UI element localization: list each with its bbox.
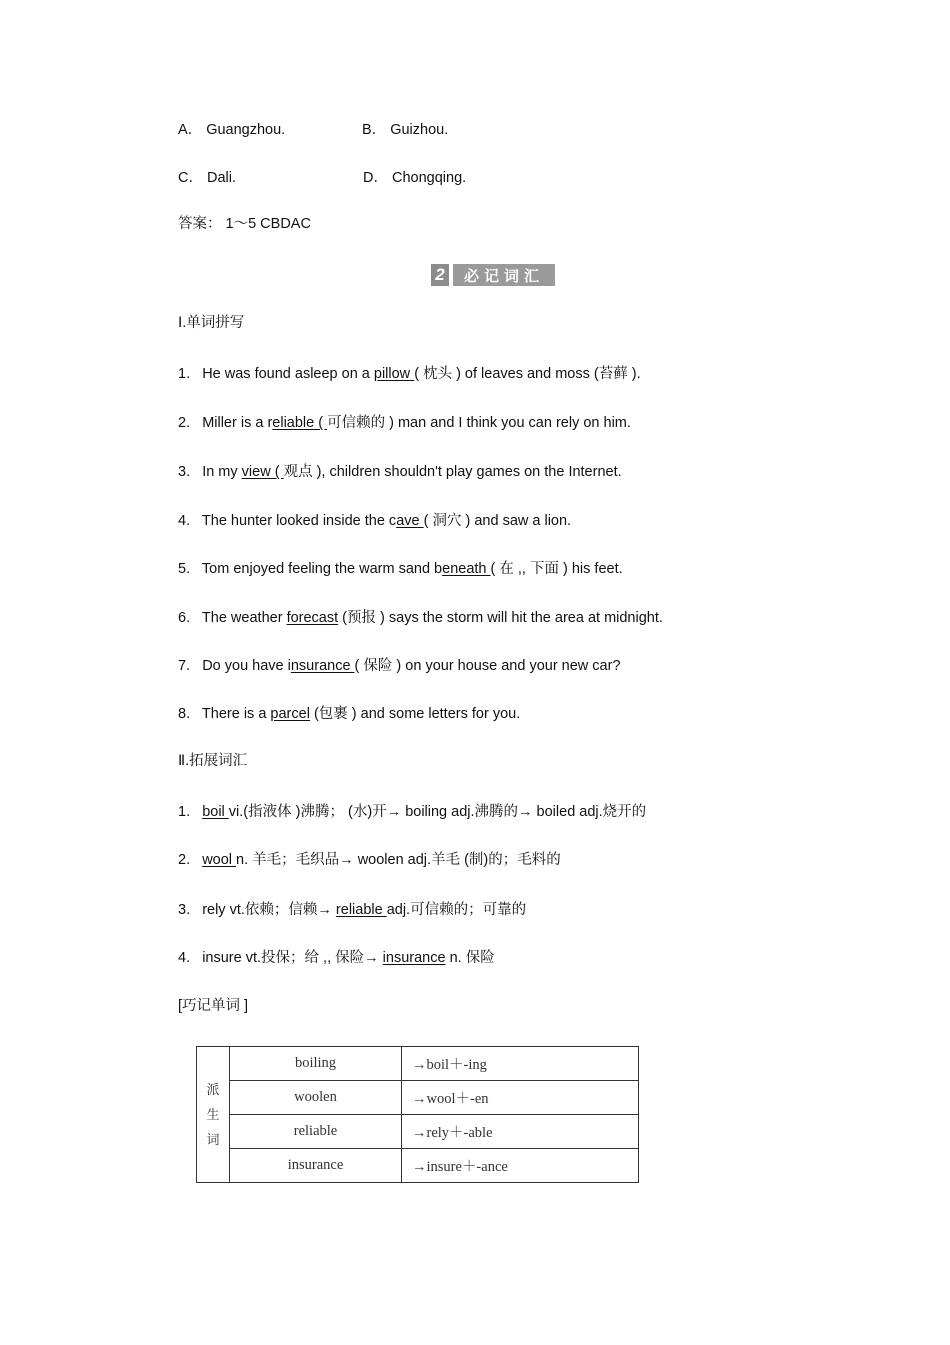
item-text-before: Do you have i [202, 658, 291, 674]
item-text-after: 观点 ), children shouldn't play games on the Internet. [283, 464, 622, 480]
item-number: 1. [178, 804, 191, 820]
section-title: 必记词汇 [453, 264, 555, 286]
derived-word: boiling [230, 1047, 402, 1081]
answer-word: eneath [442, 561, 491, 577]
answer-word: reliable [335, 902, 387, 918]
item-text-before: There is a [201, 706, 271, 722]
spelling-item [178, 462, 622, 482]
spelling-item [178, 364, 641, 384]
derived-word: reliable [230, 1115, 402, 1149]
table-row [197, 1115, 639, 1149]
option-d: D． Chongqing. [363, 170, 467, 186]
item-text-after: (预报 ) says the storm will hit the area at midnight. [338, 610, 663, 626]
item-number: 6. [178, 610, 191, 626]
answer-word: insurance [382, 950, 446, 966]
table-row [197, 1081, 639, 1115]
item-text-after: vi.(指液体 )沸腾； (水)开→ boiling adj.沸腾的→ boiled adj.烧开的 [228, 804, 647, 820]
part2-heading: Ⅱ.拓展词汇 [178, 753, 248, 769]
derivation-table [196, 1046, 639, 1183]
word-formation: →rely＋-able [402, 1115, 639, 1149]
item-number: 2. [178, 852, 191, 868]
tip-heading: [巧记单词 ] [178, 998, 249, 1014]
word-formation: →boil＋-ing [402, 1047, 639, 1081]
word-formation: →insure＋-ance [402, 1149, 639, 1183]
item-text-before: rely vt.依赖；信赖→ [202, 902, 336, 918]
item-text-after: n. 羊毛；毛织品→ woolen adj.羊毛 (制)的；毛料的 [236, 852, 561, 868]
item-text-before: The weather [201, 610, 287, 626]
item-text-before: Miller is a r [202, 415, 273, 431]
item-text-before: In my [202, 464, 242, 480]
item-number: 1. [178, 366, 191, 382]
vocab-item [178, 802, 646, 822]
word-formation: →wool＋-en [402, 1081, 639, 1115]
spelling-item [178, 413, 631, 433]
section-number: 2 [431, 264, 449, 286]
table-row [197, 1047, 639, 1081]
spelling-item [178, 511, 571, 531]
item-number: 2. [178, 415, 191, 431]
answer-word: boil [202, 804, 229, 820]
item-text-after: 可信赖的 ) man and I think you can rely on him. [327, 415, 631, 431]
answer-word: view ( [241, 464, 284, 480]
vocab-item [178, 850, 561, 870]
item-text-after: ( 洞穴 ) and saw a lion. [423, 513, 572, 529]
item-number: 3. [178, 464, 191, 480]
answer-word: ave [396, 513, 424, 529]
option-c: C． Dali. [178, 170, 237, 186]
item-number: 7. [178, 658, 191, 674]
part1-heading: Ⅰ.单词拼写 [178, 315, 245, 331]
answer-word: wool [202, 852, 237, 868]
answer-word: pillow [373, 366, 415, 382]
option-a: A． Guangzhou. [178, 122, 286, 138]
item-text-after: (包裹 ) and some letters for you. [309, 706, 521, 722]
item-number: 5. [178, 561, 191, 577]
item-text-after: ( 保险 ) on your house and your new car? [354, 658, 621, 674]
item-text-before: The hunter looked inside the c [201, 513, 397, 529]
spelling-item [178, 656, 621, 676]
item-number: 4. [178, 950, 191, 966]
vocab-item [178, 948, 495, 968]
vocab-item [178, 900, 526, 920]
answer-word: eliable ( [272, 415, 328, 431]
item-number: 3. [178, 902, 191, 918]
item-text-after: ( 枕头 ) of leaves and moss (苔藓 ). [414, 366, 641, 382]
side-label [197, 1047, 230, 1183]
item-number: 8. [178, 706, 191, 722]
item-text-after: n. 保险 [445, 950, 495, 966]
answer-word: forecast [286, 610, 339, 626]
table-row [197, 1149, 639, 1183]
answer-word: nsurance [290, 658, 355, 674]
derived-word: woolen [230, 1081, 402, 1115]
spelling-item [178, 704, 520, 724]
item-text-before: He was found asleep on a [202, 366, 374, 382]
answer-line: 答案： 1～5 CBDAC [178, 216, 311, 232]
side-label-char: 生 [206, 1107, 220, 1122]
section-badge [431, 264, 555, 286]
derived-word: insurance [230, 1149, 402, 1183]
item-text-before: insure vt.投保；给 ,, 保险→ [202, 950, 383, 966]
spelling-item [178, 559, 623, 579]
answer-word: parcel [270, 706, 310, 722]
item-number: 4. [178, 513, 191, 529]
side-label-char: 词 [206, 1132, 220, 1147]
spelling-item [178, 608, 663, 628]
side-label-char: 派 [206, 1082, 220, 1097]
item-text-after: adj.可信赖的；可靠的 [386, 902, 527, 918]
option-b: B． Guizhou. [362, 122, 449, 138]
item-text-after: ( 在 ,, 下面 ) his feet. [490, 561, 623, 577]
item-text-before: Tom enjoyed feeling the warm sand b [201, 561, 443, 577]
